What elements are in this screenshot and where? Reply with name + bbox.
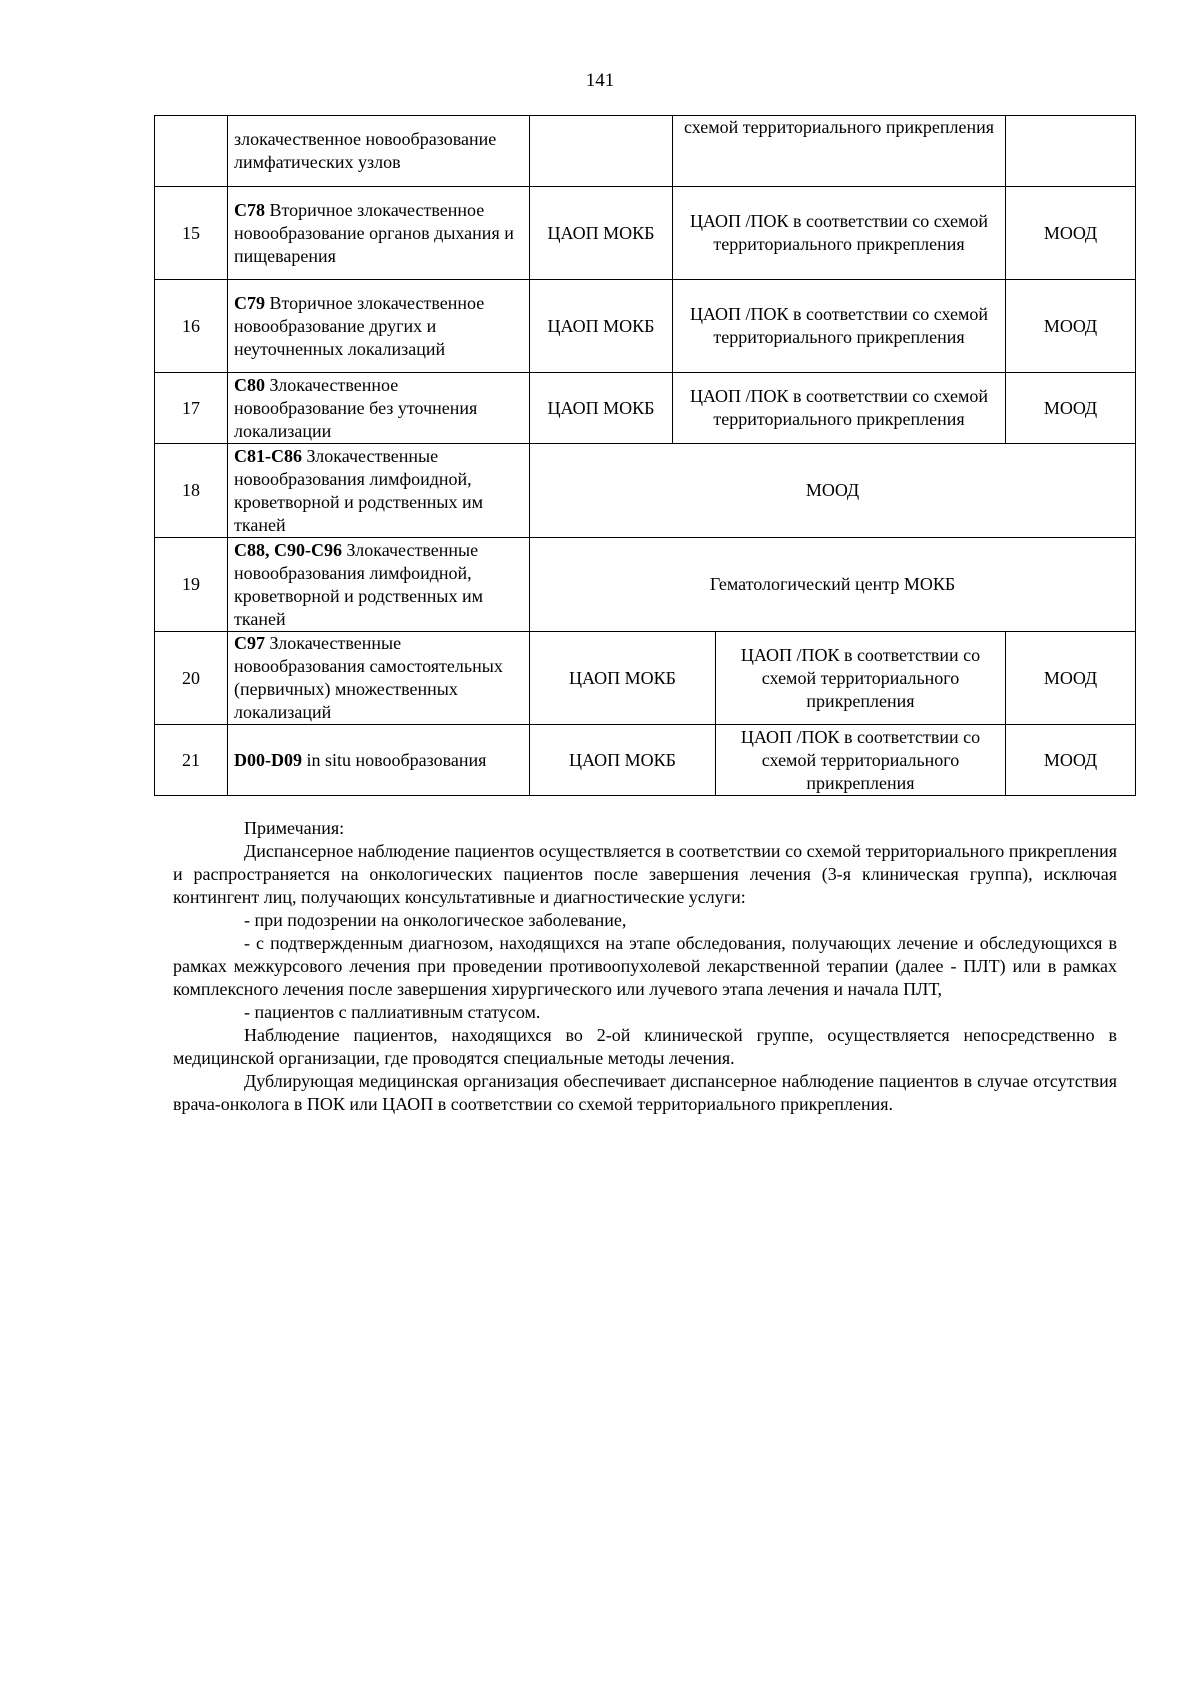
hospital-cell: ЦАОП МОКБ (530, 187, 673, 280)
diagnosis-cell (228, 538, 530, 632)
table-row (155, 373, 1136, 444)
diagnosis-code: D00-D09 (234, 749, 302, 770)
notes-bullet: - пациентов с паллиативным статусом. (244, 1002, 541, 1022)
diagnosis-code: C80 (234, 374, 265, 395)
table-row (155, 538, 1136, 632)
diagnosis-cell (228, 187, 530, 280)
hospital-cell: ЦАОП МОКБ (530, 373, 673, 444)
diagnosis-cell (228, 632, 530, 725)
notes-bullet: - при подозрении на онкологическое заболевание, (244, 910, 627, 930)
hospital-cell: ЦАОП МОКБ (530, 725, 716, 796)
diagnosis-code: C78 (234, 199, 265, 220)
hospital-cell: ЦАОП МОКБ (530, 280, 673, 373)
diagnosis-name: злокачественное новообразование лимфатических узлов (234, 129, 497, 172)
diagnosis-cell (228, 373, 530, 444)
diagnosis-name: Злокачественные новообразования лимфоидной, кроветворной и родственных им тканей (234, 539, 484, 629)
notes-section (173, 817, 1117, 1116)
row-number-cell: 15 (155, 187, 228, 280)
diagnosis-cell (228, 725, 530, 796)
merged-cell: МООД (530, 444, 1136, 538)
care-text: схемой территориального прикрепления (683, 117, 995, 137)
oncology-table (154, 115, 1136, 796)
diagnosis-cell (228, 116, 530, 187)
diagnosis-name: Злокачественные новообразования самостоятельных (первичных) множественных локализаций (234, 633, 503, 722)
table-row (155, 444, 1136, 538)
notes-paragraph: Диспансерное наблюдение пациентов осуществляется в соответствии со схемой территориального прикрепления и распространяется на онкологических пациентов после завершения лечения (3-я клиническая группа), исключая контингент лиц, получающих консультативные и диагностические услуги: (173, 841, 1117, 907)
table-row (155, 280, 1136, 373)
row-number-cell: 16 (155, 280, 228, 373)
row-number-cell: 21 (155, 725, 228, 796)
row-number-cell (155, 116, 228, 187)
row-number-cell: 19 (155, 538, 228, 632)
diagnosis-name: Вторичное злокачественное новообразование других и неуточненных локализаций (234, 292, 485, 359)
page-number: 141 (585, 70, 615, 91)
care-cell: ЦАОП /ПОК в соответствии со схемой территориального прикрепления (716, 725, 1006, 796)
notes-title: Примечания: (244, 818, 345, 838)
notes-paragraph: Дублирующая медицинская организация обеспечивает диспансерное наблюдение пациентов в случае отсутствия врача-онколога в ПОК или ЦАОП в соответствии со схемой территориального прикрепления. (173, 1071, 1117, 1114)
care-cell: ЦАОП /ПОК в соответствии со схемой территориального прикрепления (673, 280, 1006, 373)
notes-paragraph: Наблюдение пациентов, находящихся во 2-ой клинической группе, осуществляется непосредственно в медицинской организации, где проводятся специальные методы лечения. (173, 1025, 1117, 1068)
notes-bullet: - с подтвержденным диагнозом, находящихся на этапе обследования, получающих лечение и обследующихся в рамках межкурсового лечения при проведении противоопухолевой лекарственной терапии (далее - ПЛТ) или в рамках комплексного лечения после завершения хирургического или лучевого этапа лечения и начала ПЛТ, (173, 933, 1117, 999)
table-row (155, 116, 1136, 187)
diagnosis-code: C97 (234, 633, 265, 653)
hospital-cell: ЦАОП МОКБ (530, 632, 716, 725)
observation-cell (1006, 116, 1136, 187)
diagnosis-name: Злокачественные новообразования лимфоидной, кроветворной и родственных им тканей (234, 445, 484, 535)
table-row (155, 632, 1136, 725)
diagnosis-name: in situ новообразования (306, 749, 487, 770)
diagnosis-code: C88, C90-C96 (234, 539, 342, 560)
hospital-cell (530, 116, 673, 187)
row-number-cell: 20 (155, 632, 228, 725)
observation-cell: МООД (1006, 725, 1136, 796)
table-row (155, 187, 1136, 280)
observation-cell: МООД (1006, 187, 1136, 280)
diagnosis-cell (228, 280, 530, 373)
diagnosis-code: C81-C86 (234, 445, 302, 466)
merged-cell: Гематологический центр МОКБ (530, 538, 1136, 632)
care-cell: ЦАОП /ПОК в соответствии со схемой территориального прикрепления (673, 187, 1006, 280)
row-number-cell: 18 (155, 444, 228, 538)
row-number-cell: 17 (155, 373, 228, 444)
observation-cell: МООД (1006, 280, 1136, 373)
table-row (155, 725, 1136, 796)
care-cell: ЦАОП /ПОК в соответствии со схемой территориального прикрепления (716, 632, 1006, 725)
care-cell: ЦАОП /ПОК в соответствии со схемой территориального прикрепления (673, 373, 1006, 444)
observation-cell: МООД (1006, 632, 1136, 725)
diagnosis-cell (228, 444, 530, 538)
care-cell (673, 116, 1006, 187)
observation-cell: МООД (1006, 373, 1136, 444)
diagnosis-code: C79 (234, 292, 265, 313)
diagnosis-name: Вторичное злокачественное новообразование органов дыхания и пищеварения (234, 199, 514, 266)
diagnosis-name: Злокачественное новообразование без уточнения локализации (234, 374, 478, 441)
